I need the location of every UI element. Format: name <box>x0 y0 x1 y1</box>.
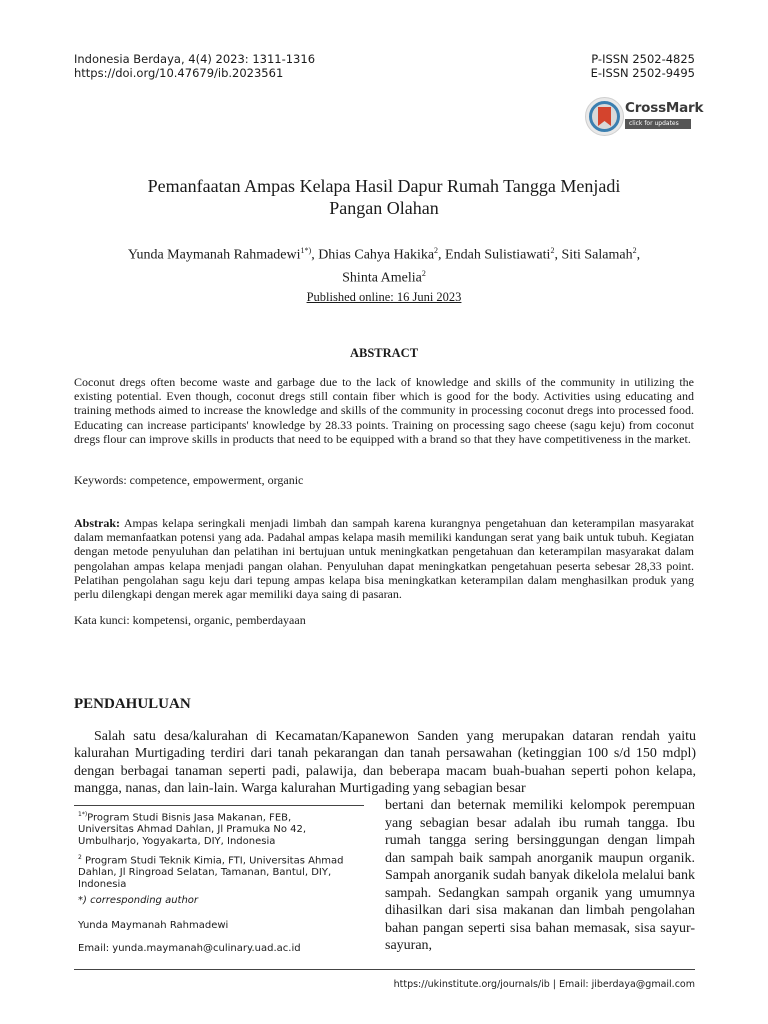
issn-block <box>591 52 695 80</box>
author-2: , Dhias Cahya Hakika <box>311 247 435 263</box>
crossmark-label: CrossMark <box>625 100 704 116</box>
intro-column: bertani dan beternak memiliki kelompok perempuan yang sebagian besar adalah ibu rumah tangga. Ibu rumah tangga sering bersinggungan dengan limpah dan sampah baik sampah anorganik maupun organik. Sampah anorganik sudah banyak dikelola melalui bank sampah. Sedangkan sampah organik yang umumnya dihasilkan dari sisa makanan dan limbah pengolahan bahan pangan seperti sisa bahan memasak, sisa sayur-sayuran, <box>385 798 695 953</box>
author-2-affil: 2 <box>434 246 439 255</box>
author-1-affil: 1*) <box>300 246 312 255</box>
footer-links[interactable]: https://ukinstitute.org/journals/ib | Email: jiberdaya@gmail.com <box>393 979 695 990</box>
author-4-affil: 2 <box>632 246 637 255</box>
author-4: , Siti Salamah <box>554 247 633 263</box>
title-line-1: Pemanfaatan Ampas Kelapa Hasil Dapur Rumah Tangga Menjadi <box>147 176 621 196</box>
fn1-mark: 1*) <box>78 811 88 818</box>
fn2-mark: 2 <box>78 854 82 861</box>
author-separator: , <box>636 247 641 263</box>
crossmark-icon <box>585 97 624 136</box>
footer-rule <box>74 969 695 970</box>
author-list <box>74 242 694 287</box>
keywords-en: Keywords: competence, empowerment, organic <box>74 473 304 487</box>
author-5: Shinta Amelia <box>342 270 422 286</box>
abstract-en: Coconut dregs often become waste and garbage due to the lack of knowledge and skills of the community in utilizing the existing potential. Even though, coconut dregs still contain fiber which is good for the body. Activities using educating and training methods aimed to increase the knowledge and skills of the community in processing coconut dregs into processed food. Educating can increase participants' knowledge by 28.33 points. Training on processing sago cheese (sagu keju) from coconut dregs flour can improve skills in products that need to be equipped with a brand so that they have competitiveness in the market. <box>74 375 694 446</box>
title-line-2: Pangan Olahan <box>329 198 439 218</box>
crossmark-badge[interactable] <box>585 97 704 137</box>
crossmark-sub: click for updates <box>625 119 691 129</box>
section-heading: PENDAHULUAN <box>74 696 191 712</box>
footnote-1 <box>78 809 348 848</box>
author-1: Yunda Maymanah Rahmadewi <box>127 247 301 263</box>
pissn: P-ISSN 2502-4825 <box>591 52 695 66</box>
corresponding-name: Yunda Maymanah Rahmadewi <box>78 920 229 931</box>
footnote-2 <box>78 852 348 891</box>
author-3-affil: 2 <box>550 246 555 255</box>
intro-paragraph <box>74 728 696 798</box>
corresponding-note: *) corresponding author <box>78 895 199 906</box>
abstrak-id <box>74 516 694 601</box>
paper-title <box>74 175 694 219</box>
intro-text: Salah satu desa/kalurahan di Kecamatan/Kapanewon Sanden yang merupakan dataran rendah yaitu kalurahan Murtigading terdiri dari tanah pekarangan dan tanah persawahan (ketinggian 100 s/d 150 mdpl) dengan berbagai tanaman seperti padi, palawija, dan beberapa macam buah-buahan seperti pohon kelapa, mangga, nanas, dan lain-lain. Warga kalurahan Murtigading yang sebagian besar <box>74 729 696 797</box>
published-date: Published online: 16 Juni 2023 <box>306 290 462 304</box>
corresponding-email[interactable]: Email: yunda.maymanah@culinary.uad.ac.id <box>78 943 301 954</box>
journal-citation <box>74 52 315 80</box>
abstract-heading: ABSTRACT <box>349 346 419 360</box>
author-3: , Endah Sulistiawati <box>438 247 551 263</box>
eissn: E-ISSN 2502-9495 <box>590 66 695 80</box>
journal-line: Indonesia Berdaya, 4(4) 2023: 1311-1316 <box>74 52 316 66</box>
doi-link[interactable]: https://doi.org/10.47679/ib.2023561 <box>74 66 284 80</box>
abstrak-label: Abstrak: <box>74 516 121 530</box>
fn2-text: Program Studi Teknik Kimia, FTI, Universitas Ahmad Dahlan, Jl Ringroad Selatan, Tamanan, Bantul, DIY, Indonesia <box>78 855 344 891</box>
footnote-rule <box>74 805 364 806</box>
abstrak-text: Ampas kelapa seringkali menjadi limbah dan sampah karena kurangnya pengetahuan dan keterampilan masyarakat dalam memanfaatkan potensi yang ada. Padahal ampas kelapa masih memiliki kandungan serat yang baik untuk tubuh. Kegiatan dengan metode penyuluhan dan pelatihan ini bertujuan untuk meningkatkan pengetahuan dan keterampilan masyarakat dalam pengolahan ampas kelapa menjadi pangan olahan. Penyuluhan dapat meningkatkan pengetahuan peserta sebesar 28,33 point. Pelatihan pengolahan sagu keju dari tepung ampas kelapa bisa meningkatkan keterampilan dalam menghasilkan produk yang perlu dilengkapi dengan merek agar memiliki daya saing di pasaran. <box>74 516 694 602</box>
author-5-affil: 2 <box>421 268 426 278</box>
keywords-id: Kata kunci: kompetensi, organic, pemberdayaan <box>74 613 306 627</box>
fn1-text: Program Studi Bisnis Jasa Makanan, FEB, Universitas Ahmad Dahlan, Jl Pramuka No 42, Umbulharjo, Yogyakarta, DIY, Indonesia <box>78 812 307 848</box>
